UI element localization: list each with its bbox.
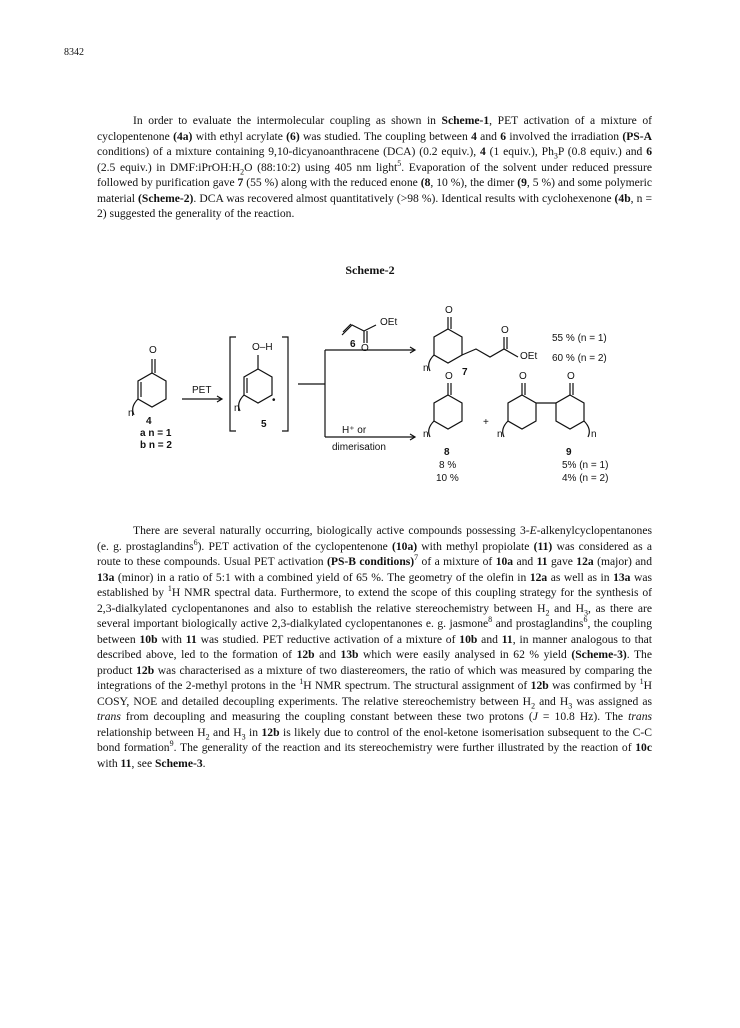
ring-4 — [138, 373, 166, 407]
ester-o: O — [361, 343, 369, 354]
n-label-7: n — [423, 363, 429, 374]
radical-dot: • — [272, 395, 276, 406]
yield-9-n1: 5% (n = 1) — [562, 460, 609, 471]
plus-sign: + — [483, 417, 489, 428]
pet-label: PET — [192, 385, 212, 396]
paragraph-1: In order to evaluate the intermolecular coupling as shown in Scheme-1, PET activation of a mixture of cyclopentenone (4a) with ethyl acrylate (6) was studied. The coupling between 4 and 6 involved the irradiation (PS-A conditions) of a mixture containing 9,10-dicyanoanthracene (DCA) (0.2 equiv.), 4 (1 equiv.), $Ph_3P$ (0.8 equiv.) and 6 (2.5 equiv.) in $DMF:iPrOH:H_2O$ (88:10:2) using 405 nm light$^5$. Evaporation of the solvent under reduced pressure followed by purification gave 7 (55 %) along with the reduced enone (8, 10 %), the dimer (9, 5 %) and some polymeric material (Scheme-2). DCA was recovered almost quantitatively (>98 %). Identical results with cyclohexenone (4b, n = 2) suggested the generality of the reaction. — [97, 114, 653, 220]
n-label-5: n — [234, 403, 240, 414]
n-label-9a: n — [497, 429, 503, 440]
ester-o-7: O — [501, 325, 509, 336]
yield-9-n2: 4% (n = 2) — [562, 473, 609, 484]
yield-8-n2: 10 % — [436, 473, 459, 484]
yield-8-n1: 8 % — [439, 460, 457, 471]
compound-4b-label: b n = 2 — [140, 440, 172, 451]
paragraph-2: There are several naturally occurring, biologically active compounds possessing 3-E-alkenylcyclopentanones (e. g. prostaglandins$^6$). PET activation of the cyclopentenone (10a) with methyl propiolate (11) was considered as a route to these compounds. Usual PET activation (PS-B conditions)$^7$ of a mixture of 10a and 11 gave 12a (major) and 13a (minor) in a ratio of 5:1 with a combined yield of 65 %. The geometry of the olefin in 12a as well as in 13a was established by $^1$H NMR spectral data. Furthermore, to extend the scope of this coupling strategy for the synthesis of 2,3-dialkylated cyclopentanones and also to establish the relative stereochemistry between $H_2$ and $H_3$, as there are several important biologically active 2,3-dialkylated cyclopentanones e. g. jasmone$^8$ and prostaglandins$^6$, the coupling between 10b with 11 was studied. PET reductive activation of a mixture of 10b and 11, in manner analogous to that described above, led to the formation of 12b and 13b which were easily analysed in 62 % yield (Scheme-3). The product 12b was characterised as a mixture of two diastereomers, the ratio of which was measured by comparing the integrations of the 2-methyl protons in the $^1$H NMR spectrum. The structural assignment of 12b was confirmed by $^1$H COSY, NOE and detailed decoupling experiments. The relative stereochemistry between $H_2$ and $H_3$ was assigned as trans from decoupling and measuring the coupling constant between these two protons (J = 10.8 Hz). The trans relationship between $H_2$ and $H_3$ in 12b is likely due to control of the enol-ketone isomerisation subsequent to the C-C bond formation$^9$. The generality of the reaction and its stereochemistry were further illustrated by the reaction of 10c with 11, see Scheme-3. — [97, 524, 653, 770]
compound-8-label: 8 — [444, 447, 450, 458]
ring-8 — [434, 395, 462, 429]
oh-label: O–H — [252, 342, 273, 353]
n-label-9b: n — [591, 429, 597, 440]
ketone-o-4: O — [149, 345, 157, 356]
compound-4-label: 4 — [146, 416, 152, 427]
oet-7: OEt — [520, 351, 538, 362]
reagent-6-label: 6 — [350, 339, 356, 350]
yield-7-n1: 55 % (n = 1) — [552, 333, 607, 344]
dimerisation-label: dimerisation — [332, 442, 386, 453]
scheme-title: Scheme-2 — [345, 263, 395, 277]
ring-9b — [556, 395, 584, 429]
reaction-scheme — [110, 295, 650, 500]
oet-acrylate: OEt — [380, 317, 398, 328]
ring-9a — [508, 395, 536, 429]
compound-4a-label: a n = 1 — [140, 428, 172, 439]
acid-label: H⁺ or — [342, 425, 367, 436]
ketone-o-9b: O — [567, 371, 575, 382]
compound-7-label: 7 — [462, 367, 468, 378]
ketone-o-9a: O — [519, 371, 527, 382]
ketone-o-8: O — [445, 371, 453, 382]
n-label-4: n — [128, 408, 134, 419]
compound-9-label: 9 — [566, 447, 572, 458]
n-label-8: n — [423, 429, 429, 440]
ketone-o-7: O — [445, 305, 453, 316]
compound-5-label: 5 — [261, 419, 267, 430]
page-number: 8342 — [64, 47, 84, 58]
ring-5 — [244, 369, 272, 403]
yield-7-n2: 60 % (n = 2) — [552, 353, 607, 364]
ring-7 — [434, 329, 462, 363]
